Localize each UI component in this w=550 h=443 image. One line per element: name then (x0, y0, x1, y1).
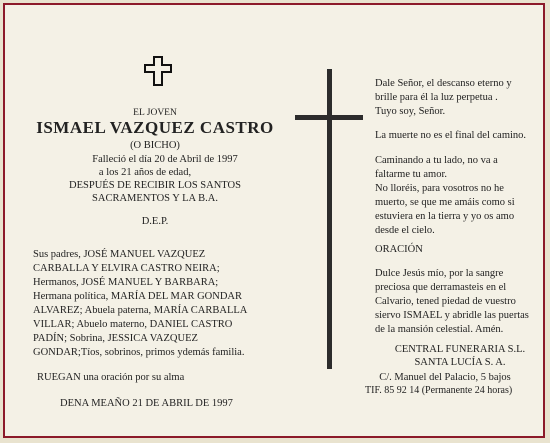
prayer-line: Dale Señor, el descanso eterno y (375, 78, 512, 89)
obituary-card (3, 3, 545, 438)
funeral-home-name: CENTRAL FUNERARIA S.L. (394, 344, 526, 355)
prayer-line: siervo ISMAEL y abridle las puertas (375, 310, 529, 321)
prayer-line: preciosa que derramasteis en el (375, 282, 507, 293)
cross-icon (143, 55, 173, 87)
funeral-home-company: SANTA LUCÍA S. A. (414, 357, 506, 368)
prayer-walking (375, 154, 545, 238)
prayer-line: Tuyo soy, Señor. (375, 106, 446, 117)
prayer-request: RUEGAN una oración por su alma (37, 372, 185, 383)
family-line: Hermana política, MARÍA DEL MAR GONDAR (33, 291, 243, 302)
oracion-text (375, 267, 545, 337)
funeral-home-phone: TIF. 85 92 14 (Permanente 24 horas) (365, 385, 513, 396)
family-line: Hermanos, JOSÉ MANUEL Y BARBARA; (33, 277, 219, 288)
deceased-name: ISMAEL VAZQUEZ CASTRO (36, 118, 274, 137)
family-line: PADÍN; Sobrina, JESSICA VAZQUEZ (33, 333, 198, 344)
prayer-line: muerto, se que me amáis como si (375, 197, 515, 208)
family-line: CARBALLA Y ELVIRA CASTRO NEIRA; (33, 263, 220, 274)
nickname: (O BICHO) (130, 140, 180, 151)
prayer-line: Calvario, tened piedad de vuestro (375, 296, 516, 307)
family-line: GONDAR;Tíos, sobrinos, primos ydemás familia. (33, 347, 245, 358)
el-joven-label: EL JOVEN (133, 108, 177, 118)
age: a los 21 años de edad, (98, 167, 192, 178)
prayer-line: de la mansión celestial. Amén. (375, 324, 504, 335)
prayer-line: estuviera en la tierra y yo os amo (375, 211, 515, 222)
death-date: Falleció el día 20 de Abril de 1997 (92, 154, 238, 165)
place-date: DENA MEAÑO 21 DE ABRIL DE 1997 (60, 398, 233, 409)
oracion-title: ORACIÓN (375, 244, 423, 255)
prayer-line: brille para él la luz perpetua . (375, 92, 498, 103)
funeral-home-address: C/. Manuel del Palacio, 5 bajos (379, 372, 511, 383)
prayer-eternal-rest (375, 77, 545, 119)
dep: D.E.P. (141, 216, 169, 227)
prayer-line: Caminando a tu lado, no va a (375, 155, 498, 166)
prayer-line: No lloréis, para vosotros no he (375, 183, 504, 194)
sacraments-line-2: SACRAMENTOS Y LA B.A. (92, 193, 218, 204)
family-list (33, 248, 278, 360)
sacraments-line-1: DESPUÉS DE RECIBIR LOS SANTOS (69, 180, 241, 191)
prayer-death-not-end: La muerte no es el final del camino. (375, 130, 527, 141)
prayer-line: desde el cielo. (375, 225, 435, 236)
family-line: Sus padres, JOSÉ MANUEL VAZQUEZ (33, 249, 206, 260)
family-line: ALVAREZ; Abuela paterna, MARÍA CARBALLA (33, 305, 248, 316)
prayer-line: faltarme tu amor. (375, 169, 448, 180)
family-line: VILLAR; Abuelo materno, DANIEL CASTRO (33, 319, 233, 330)
prayer-line: Dulce Jesús mío, por la sangre (375, 268, 504, 279)
